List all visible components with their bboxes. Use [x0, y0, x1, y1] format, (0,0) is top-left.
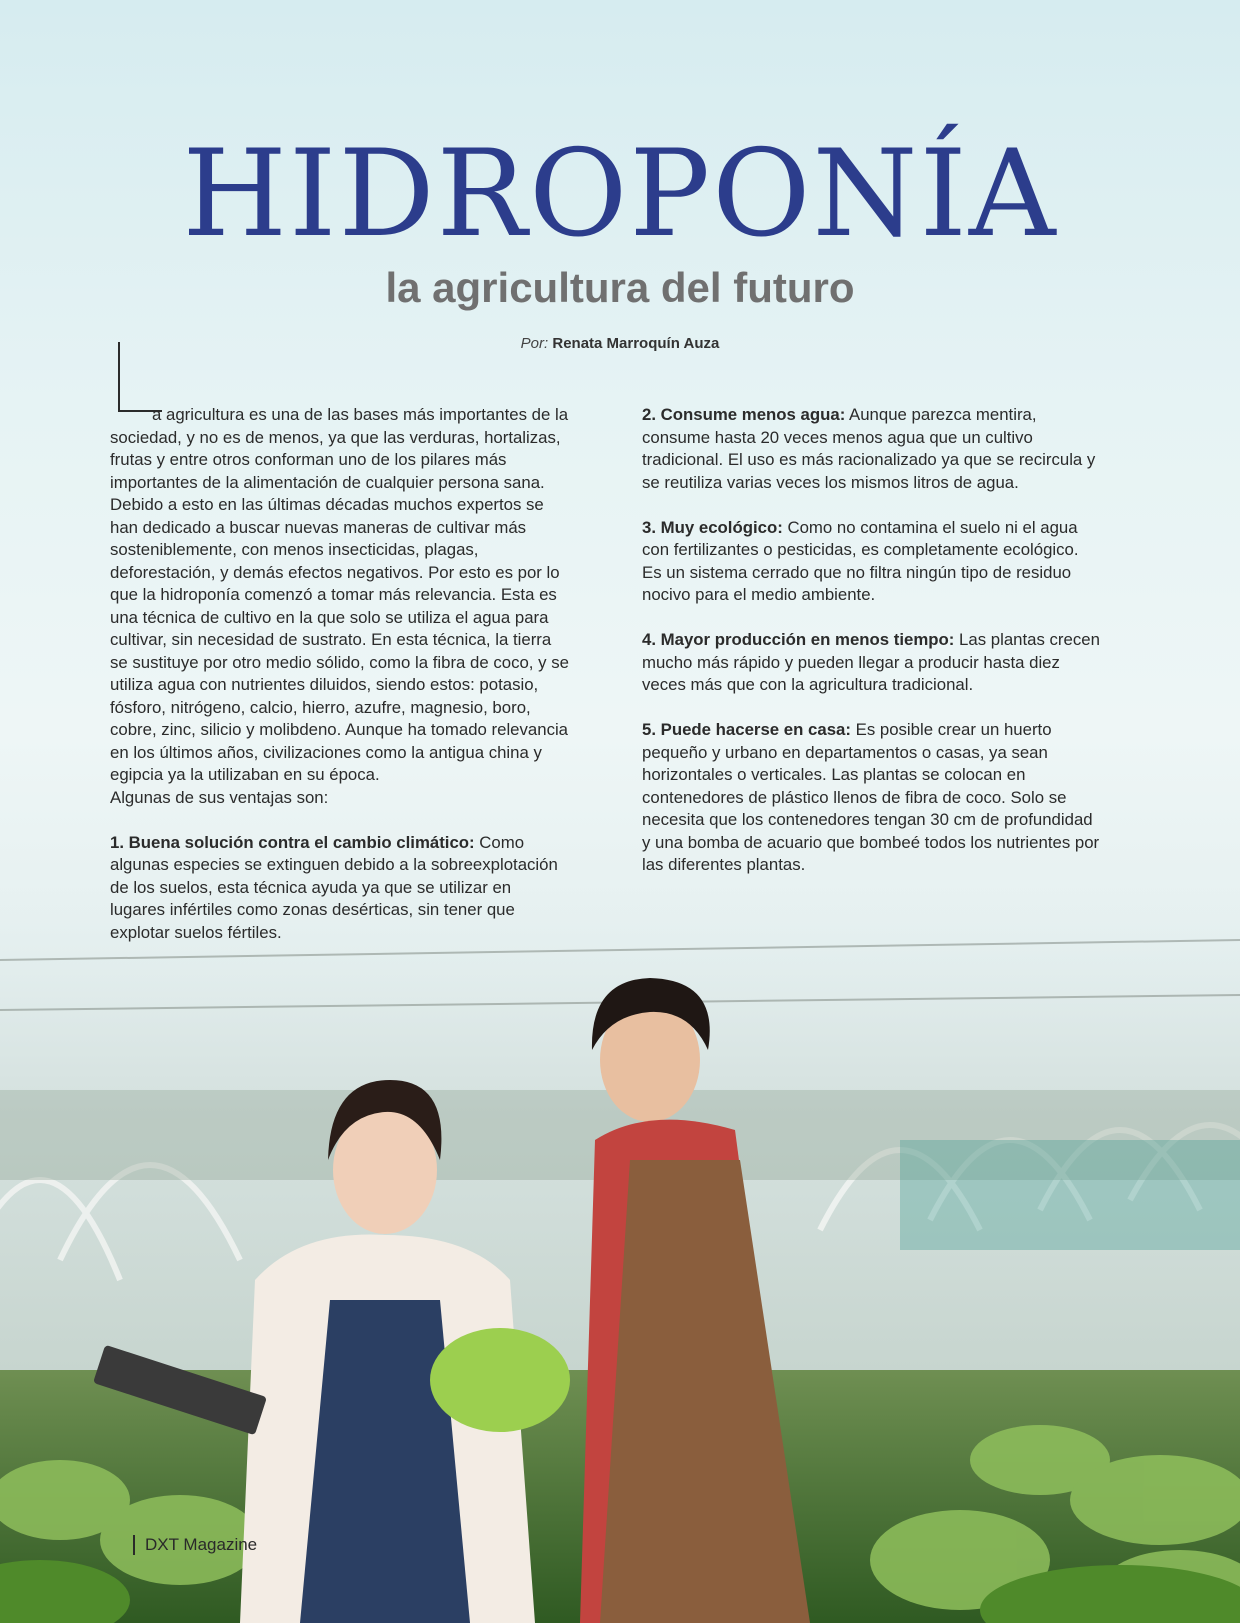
advantage-item: [110, 832, 570, 945]
advantage-text: Como algunas especies se extinguen debido a la sobreexplotación de los suelos, esta técnica ayuda ya que se utilizar en lugares infértiles como zonas desérticas, sin tener que explotar suelos fértiles.: [110, 832, 558, 942]
advantage-item: [642, 517, 1102, 607]
advantage-text: Las plantas crecen mucho más rápido y pueden llegar a producir hasta diez veces más que con la agricultura tradicional.: [642, 630, 1100, 694]
advantage-heading: 4. Mayor producción en menos tiempo:: [642, 630, 955, 649]
byline: [0, 334, 1240, 354]
intro-paragraph-wrap: [110, 404, 570, 809]
intro-paragraph: a agricultura es una de las bases más importantes de la sociedad, y no es de menos, ya que las verduras, hortalizas, frutas y entre otros conforman uno de los pilares más importantes de la alimentación de cualquier persona sana. Debido a esto en las últimas décadas muchos expertos se han dedicado a buscar nuevas maneras de cultivar más sosteniblemente, con menos insecticidas, plagas, deforestación, y demás efectos negativos. Por esto es por lo que la hidroponía comenzó a tomar más relevancia. Esta es una técnica de cultivo en la que solo se utiliza el agua para cultivar, sin necesidad de sustrato. En esta técnica, la tierra se sustituye por otro medio sólido, como la fibra de coco, y se utiliza agua con nutrientes diluidos, siendo estos: potasio, fósforo, nitrógeno, calcio, hierro, azufre, magnesio, boro, cobre, zinc, silicio y molibdeno. Aunque ha tomado relevancia en los últimos años, civilizaciones como la antigua china y egipcia ya la utilizaban en su época.: [110, 405, 569, 784]
article-subtitle: la agricultura del futuro: [385, 264, 855, 311]
advantage-item: [642, 629, 1102, 697]
page-footer: [133, 1534, 257, 1556]
footer-divider: [133, 1535, 135, 1555]
advantage-item: [642, 719, 1102, 877]
advantage-heading: 1. Buena solución contra el cambio climático:: [110, 832, 475, 852]
advantage-text: Aunque parezca mentira, consume hasta 20 veces menos agua que un cultivo tradicional. El uso es más racionalizado ya que se recircula y se reutiliza varias veces los mismos litros de agua.: [642, 405, 1096, 492]
publication-name: DXT Magazine: [145, 1535, 258, 1554]
advantage-item: [642, 404, 1102, 494]
dropcap-L: [118, 342, 162, 412]
greenhouse-photo: [0, 900, 1240, 1623]
advantage-heading: 3. Muy ecológico:: [642, 517, 783, 537]
byline-prefix: Por:: [520, 335, 549, 352]
advantage-text: Como no contamina el suelo ni el agua con fertilizantes o pesticidas, es completamente ecológico. Es un sistema cerrado que no filtra ningún tipo de residuo nocivo para el medio ambiente.: [642, 517, 1079, 604]
advantage-heading: 2. Consume menos agua:: [642, 405, 846, 424]
author-name: Renata Marroquín Auza: [552, 335, 720, 352]
article-title: HIDROPONÍA: [182, 125, 1058, 264]
left-column: [110, 404, 570, 967]
advantages-intro: Algunas de sus ventajas son:: [110, 787, 329, 807]
advantage-heading: 5. Puede hacerse en casa:: [642, 720, 851, 739]
advantage-text: Es posible crear un huerto pequeño y urbano en departamentos o casas, ya sean horizontales o verticales. Las plantas se colocan en contenedores de plástico llenos de fibra de coco. Solo se necesita que los contenedores tengan 30 cm de profundidad y una bomba de acuario que bombeé todos los nutrientes por las diferentes plantas.: [642, 720, 1100, 874]
right-column: [642, 404, 1102, 899]
